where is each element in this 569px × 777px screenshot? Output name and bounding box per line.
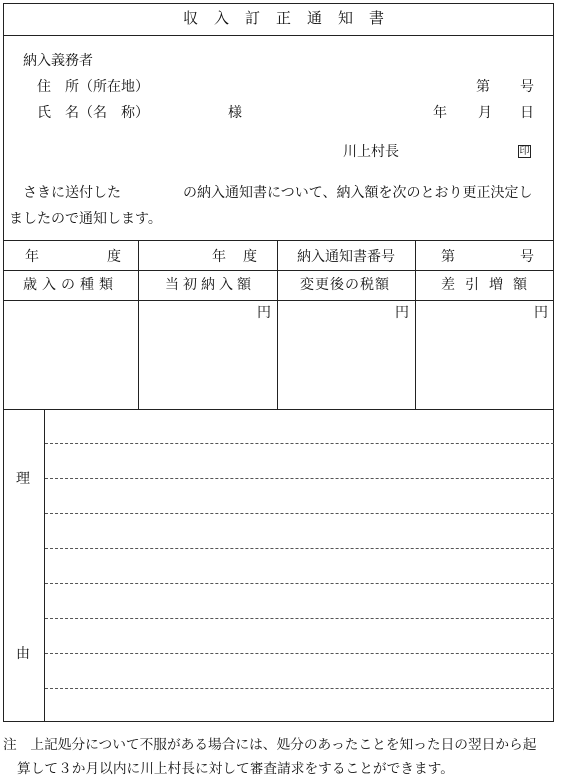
notice-number-prefix: 第: [441, 249, 455, 265]
col-header-original-amount: 当初納入額: [165, 277, 255, 293]
reason-line: [45, 618, 554, 619]
unit-yen: 円: [534, 305, 548, 321]
table-col-divider-2: [277, 240, 278, 409]
table-top-rule: [3, 240, 554, 241]
date-year: 年: [433, 105, 447, 121]
number-prefix: 第: [476, 79, 490, 95]
notice-year-suffix: 度: [243, 249, 257, 265]
date-day: 日: [520, 105, 534, 121]
reason-line: [45, 478, 554, 479]
col-header-difference: 差引増額: [441, 277, 537, 293]
reason-line: [45, 653, 554, 654]
reason-line: [45, 443, 554, 444]
seal-mark: 印: [519, 146, 530, 157]
reason-line: [45, 548, 554, 549]
date-month: 月: [478, 105, 492, 121]
notice-number-label: 納入通知書番号: [297, 249, 395, 265]
table-header-rule: [3, 300, 554, 301]
fiscal-year-suffix: 度: [107, 249, 121, 265]
notice-text-line2: ましたので通知します。: [9, 211, 162, 227]
unit-yen: 円: [395, 305, 409, 321]
table-bottom-rule: [3, 409, 554, 410]
reason-label-yu: 由: [16, 646, 30, 662]
reason-line: [45, 688, 554, 689]
footer-note-line2: 算して３か月以内に川上村長に対して審査請求をすることができます。: [17, 761, 454, 777]
notice-number-suffix: 号: [520, 249, 534, 265]
issuer-name: 川上村長: [343, 144, 399, 160]
table-row1-rule: [3, 270, 554, 271]
unit-yen: 円: [257, 305, 271, 321]
notice-text-cont: の納入通知書について、納入額を次のとおり更正決定し: [183, 185, 533, 201]
number-suffix: 号: [520, 79, 534, 95]
document-title: 収入訂正通知書: [183, 9, 401, 27]
col-header-revenue-type: 歳入の種類: [23, 277, 118, 293]
table-col-divider-3: [415, 240, 416, 409]
title-divider: [3, 35, 554, 36]
footer-note-line1: 注 上記処分について不服がある場合には、処分のあったことを知った日の翌日から起: [3, 737, 537, 753]
notice-text-start: さきに送付した: [23, 185, 121, 201]
reason-line: [45, 513, 554, 514]
reason-label-divider: [44, 409, 45, 722]
notice-year-label: 年: [212, 249, 226, 265]
honorific: 様: [228, 105, 242, 121]
table-col-divider-1: [138, 240, 139, 409]
address-label: 住 所（所在地）: [37, 79, 149, 95]
taxpayer-heading: 納入義務者: [23, 53, 93, 69]
reason-line: [45, 583, 554, 584]
col-header-revised-tax: 変更後の税額: [300, 277, 390, 293]
fiscal-year-label: 年: [25, 249, 39, 265]
reason-label-ri: 理: [16, 471, 30, 487]
name-label: 氏 名（名 称）: [37, 105, 149, 121]
